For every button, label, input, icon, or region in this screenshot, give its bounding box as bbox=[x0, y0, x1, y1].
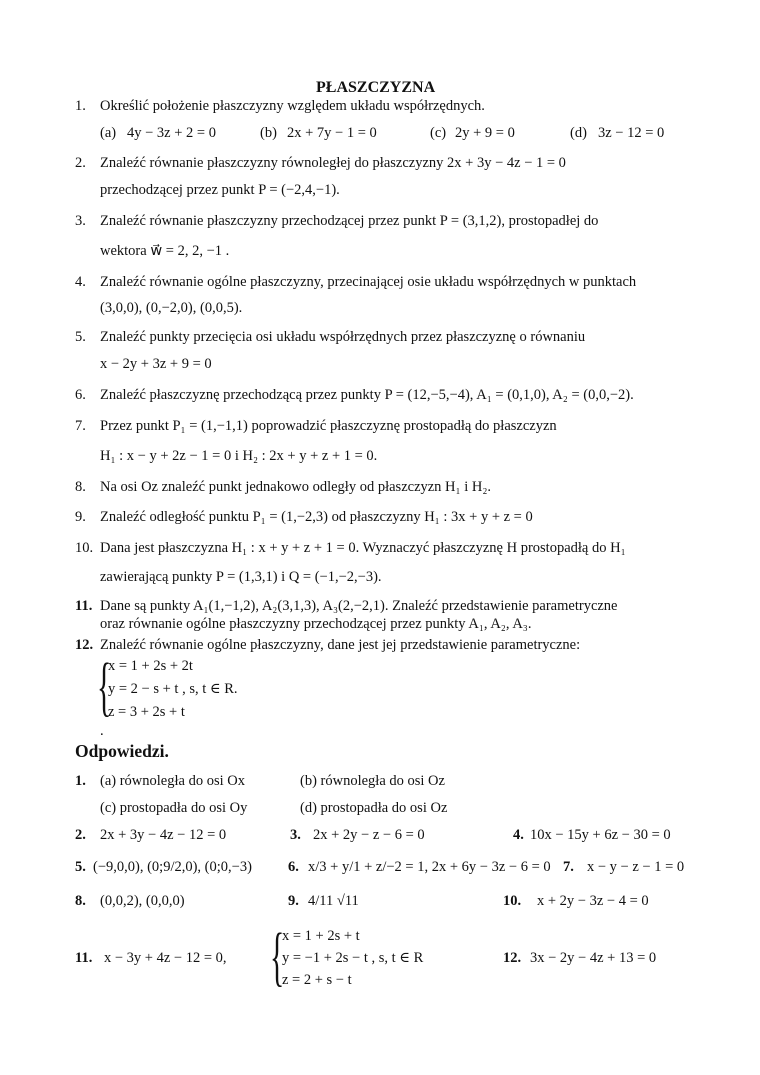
answer-1c: (c) prostopadła do osi Oy bbox=[100, 800, 248, 816]
answers-heading: Odpowiedzi. bbox=[75, 741, 169, 761]
answer-6-number: 6. bbox=[288, 859, 299, 875]
problem-1-number: 1. bbox=[75, 98, 86, 114]
problem-5-line-2: x − 2y + 3z + 9 = 0 bbox=[100, 356, 212, 372]
problem-1-option-equation: 4y − 3z + 2 = 0 bbox=[127, 125, 216, 141]
answer-12-text: 3x − 2y − 4z + 13 = 0 bbox=[530, 950, 657, 966]
problem-11-number: 11. bbox=[75, 598, 93, 614]
problem-1-option-equation: 2y + 9 = 0 bbox=[455, 125, 515, 141]
problem-10-number: 10. bbox=[75, 540, 94, 556]
answer-3-text: 2x + 2y − z − 6 = 0 bbox=[313, 827, 425, 843]
problem-2-number: 2. bbox=[75, 155, 86, 171]
problem-1-option-label: (b) bbox=[260, 125, 277, 141]
answer-2-text: 2x + 3y − 4z − 12 = 0 bbox=[100, 827, 227, 843]
problem-4-line-1: Znaleźć równanie ogólne płaszczyzny, przecinającej osie układu współrzędnych w punktach bbox=[100, 274, 637, 290]
problem-1-option-label: (d) bbox=[570, 125, 587, 141]
problem-10-line-1: Dana jest płaszczyzna H₁ : x + y + z + 1 = 0. Wyznaczyć płaszczyznę H prostopadłą do H₁ bbox=[100, 540, 626, 556]
problem-1-option-label: (c) bbox=[430, 125, 447, 141]
problem-3-line-2: wektora w⃗ = 2, 2, −1 . bbox=[100, 243, 230, 259]
problem-2-line-2: przechodzącej przez punkt P = (−2,4,−1). bbox=[100, 182, 340, 198]
answer-5-number: 5. bbox=[75, 859, 86, 875]
answer-9-text: 4/11 √11 bbox=[308, 893, 359, 909]
problem-11-line-2: oraz równanie ogólne płaszczyzny przechodzącej przez punkty A₁, A₂, A₃. bbox=[100, 616, 532, 632]
problem-7-number: 7. bbox=[75, 418, 86, 434]
parametric-y: y = 2 − s + t , s, t ∈ R. bbox=[108, 681, 238, 697]
answer-1d: (d) prostopadła do osi Oz bbox=[300, 800, 448, 816]
page-title: PŁASZCZYZNA bbox=[316, 79, 436, 96]
problem-2-line-1: Znaleźć równanie płaszczyzny równoległej do płaszczyzny 2x + 3y − 4z − 1 = 0 bbox=[100, 155, 566, 171]
problem-1-option-equation: 3z − 12 = 0 bbox=[598, 125, 665, 141]
answer-2-number: 2. bbox=[75, 827, 86, 843]
problem-1-option-equation: 2x + 7y − 1 = 0 bbox=[287, 125, 377, 141]
answer-3-number: 3. bbox=[290, 827, 301, 843]
answer-5-text: (−9,0,0), (0;9/2,0), (0;0,−3) bbox=[93, 859, 252, 875]
problem-5-line-1: Znaleźć punkty przecięcia osi układu współrzędnych przez płaszczyznę o równaniu bbox=[100, 329, 586, 345]
problem-10-line-2: zawierającą punkty P = (1,3,1) i Q = (−1,−2,−3). bbox=[100, 569, 382, 585]
answer-1-number: 1. bbox=[75, 773, 86, 789]
problem-3-line-1: Znaleźć równanie płaszczyzny przechodzącej przez punkt P = (3,1,2), prostopadłej do bbox=[100, 213, 599, 229]
system-brace: { bbox=[270, 920, 285, 993]
problem-9-line-1: Znaleźć odległość punktu P₁ = (1,−2,3) od płaszczyzny H₁ : 3x + y + z = 0 bbox=[100, 509, 533, 525]
answer-4-text: 10x − 15y + 6z − 30 = 0 bbox=[530, 827, 671, 843]
trailing-dot: . bbox=[100, 723, 104, 739]
problem-12-line-1: Znaleźć równanie ogólne płaszczyzny, dane jest jej przedstawienie parametryczne: bbox=[100, 637, 581, 653]
problem-5-number: 5. bbox=[75, 329, 86, 345]
answer-8-text: (0,0,2), (0,0,0) bbox=[100, 893, 185, 909]
problem-3-number: 3. bbox=[75, 213, 86, 229]
answer-10-text: x + 2y − 3z − 4 = 0 bbox=[537, 893, 649, 909]
problem-7-line-1: Przez punkt P₁ = (1,−1,1) poprowadzić płaszczyznę prostopadłą do płaszczyzn bbox=[100, 418, 557, 434]
problem-11-line-1: Dane są punkty A₁(1,−1,2), A₂(3,1,3), A₃(2,−2,1). Znaleźć przedstawienie parametryczne bbox=[100, 598, 618, 614]
answer-11-parametric-y: y = −1 + 2s − t , s, t ∈ R bbox=[282, 950, 424, 966]
answer-1a: (a) równoległa do osi Ox bbox=[100, 773, 245, 789]
answer-11-parametric-z: z = 2 + s − t bbox=[282, 972, 352, 988]
system-brace: { bbox=[97, 650, 112, 723]
problem-4-line-2: (3,0,0), (0,−2,0), (0,0,5). bbox=[100, 300, 243, 316]
problem-6-number: 6. bbox=[75, 387, 86, 403]
answer-6-text: x/3 + y/1 + z/−2 = 1, 2x + 6y − 3z − 6 = 0 bbox=[308, 859, 551, 875]
problem-9-number: 9. bbox=[75, 509, 86, 525]
answer-11-parametric-x: x = 1 + 2s + t bbox=[282, 928, 360, 944]
parametric-z: z = 3 + 2s + t bbox=[108, 704, 185, 720]
answer-10-number: 10. bbox=[503, 893, 522, 909]
parametric-x: x = 1 + 2s + 2t bbox=[108, 658, 193, 674]
problem-4-number: 4. bbox=[75, 274, 86, 290]
problem-1-option-label: (a) bbox=[100, 125, 117, 141]
answer-11-text: x − 3y + 4z − 12 = 0, bbox=[104, 950, 227, 966]
problem-8-line-1: Na osi Oz znaleźć punkt jednakowo odległy od płaszczyzn H₁ i H₂. bbox=[100, 479, 492, 495]
answer-9-number: 9. bbox=[288, 893, 299, 909]
answer-7-text: x − y − z − 1 = 0 bbox=[587, 859, 685, 875]
problem-8-number: 8. bbox=[75, 479, 86, 495]
answer-1b: (b) równoległa do osi Oz bbox=[300, 773, 445, 789]
problem-12-number: 12. bbox=[75, 637, 94, 653]
answer-12-number: 12. bbox=[503, 950, 522, 966]
answer-11-number: 11. bbox=[75, 950, 93, 966]
problem-6-line-1: Znaleźć płaszczyznę przechodzącą przez punkty P = (12,−5,−4), A₁ = (0,1,0), A₂ = (0,0,−2). bbox=[100, 387, 634, 403]
problem-7-line-2: H₁ : x − y + 2z − 1 = 0 i H₂ : 2x + y + z + 1 = 0. bbox=[100, 448, 378, 464]
answer-4-number: 4. bbox=[513, 827, 524, 843]
answer-8-number: 8. bbox=[75, 893, 86, 909]
answer-7-number: 7. bbox=[563, 859, 574, 875]
problem-1-text: Określić położenie płaszczyzny względem układu współrzędnych. bbox=[100, 98, 485, 114]
